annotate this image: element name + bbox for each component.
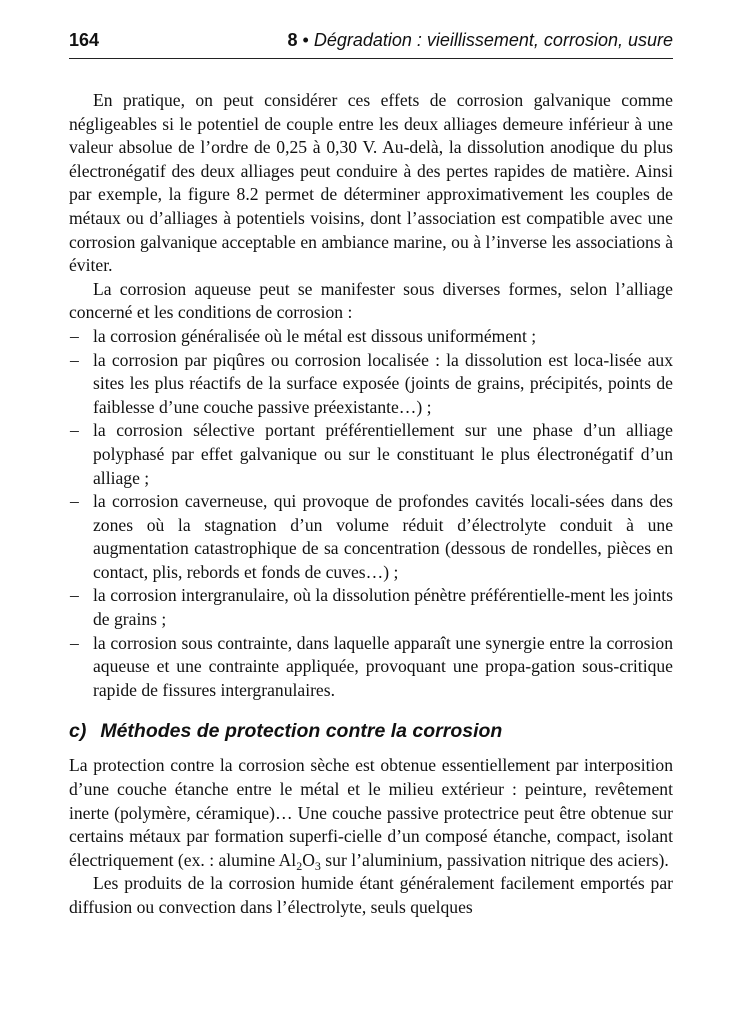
subscript: 2 — [296, 858, 303, 873]
section-title: Méthodes de protection contre la corrosion — [100, 720, 503, 743]
chapter-title: Dégradation : vieillissement, corrosion, usure — [313, 30, 673, 50]
section-heading — [69, 718, 673, 744]
header-bullet: • — [302, 30, 309, 50]
page-body — [69, 89, 673, 920]
list-item: – la corrosion par piqûres ou corrosion localisée : la dissolution est loca-lisée aux sites les plus réactifs de la surface exposée (joints de grains, précipités, points de faiblesse d’une couche passive préexistante…) ; — [69, 349, 673, 420]
list-item: – la corrosion généralisée où le métal est dissous uniformément ; — [69, 325, 673, 349]
corrosion-forms-list — [69, 325, 673, 703]
formula-o: O — [302, 849, 315, 870]
list-item: – la corrosion caverneuse, qui provoque de profondes cavités locali-sées dans des zones où la stagnation d’un volume réduit d’électrolyte conduit à une augmentation catastrophique de sa concentration (dessous de rondelles, pièces en contact, plis, rebords et fonds de cuves…) ; — [69, 490, 673, 584]
running-header — [69, 22, 673, 59]
page-number: 164 — [69, 30, 100, 50]
paragraph-protection-text: La protection contre la corrosion sèche est obtenue essentiellement par interposition d’une couche étanche entre le métal et le milieu extérieur : peinture, revêtement inerte (polymère, céramique)… Une couche passive protectrice peut être obtenue sur certains métaux par formation superfi-cielle d’un composé étanche, compact, isolant électriquement (ex. : alumine Al — [69, 755, 673, 870]
running-head — [287, 30, 673, 51]
paragraph-aqueous-forms: La corrosion aqueuse peut se manifester sous diverses formes, selon l’alliage concerné et les conditions de corrosion : — [69, 278, 673, 323]
subscript: 3 — [314, 858, 321, 873]
paragraph-protection-end: sur l’aluminium, passivation nitrique des aciers). — [320, 849, 669, 870]
list-item: – la corrosion intergranulaire, où la dissolution pénètre préférentielle-ment les joints de grains ; — [69, 584, 673, 631]
list-item: – la corrosion sous contrainte, dans laquelle apparaît une synergie entre la corrosion aqueuse et une contrainte appliquée, provoquant une propa-gation sous-critique rapide de fissures intergranulaires. — [69, 632, 673, 703]
paragraph-galvanic: En pratique, on peut considérer ces effets de corrosion galvanique comme négligeables si le potentiel de couple entre les deux alliages demeure inférieur à une valeur absolue de l’ordre de 0,25 à 0,30 V. Au-delà, la dissolution anodique du plus électronégatif des deux alliages peut conduire à des pertes rapides de matière. Ainsi par exemple, la figure 8.2 permet de déterminer approximativement les couples de métaux ou d’alliages à potentiels voisins, dont l’association est compatible avec une corrosion galvanique acceptable en ambiance marine, ou à l’inverse les associations à éviter. — [69, 90, 673, 276]
paragraph-protection — [69, 754, 673, 872]
list-item: – la corrosion sélective portant préférentiellement sur une phase d’un alliage polyphasé par effet galvanique ou sur le constituant le plus électronégatif d’un alliage ; — [69, 419, 673, 490]
paragraph-humid-corrosion: Les produits de la corrosion humide étant généralement facilement emportés par diffusion ou convection dans l’électrolyte, seuls quelques — [69, 873, 673, 917]
section-letter: c) — [69, 720, 87, 743]
chapter-number: 8 — [287, 30, 298, 50]
